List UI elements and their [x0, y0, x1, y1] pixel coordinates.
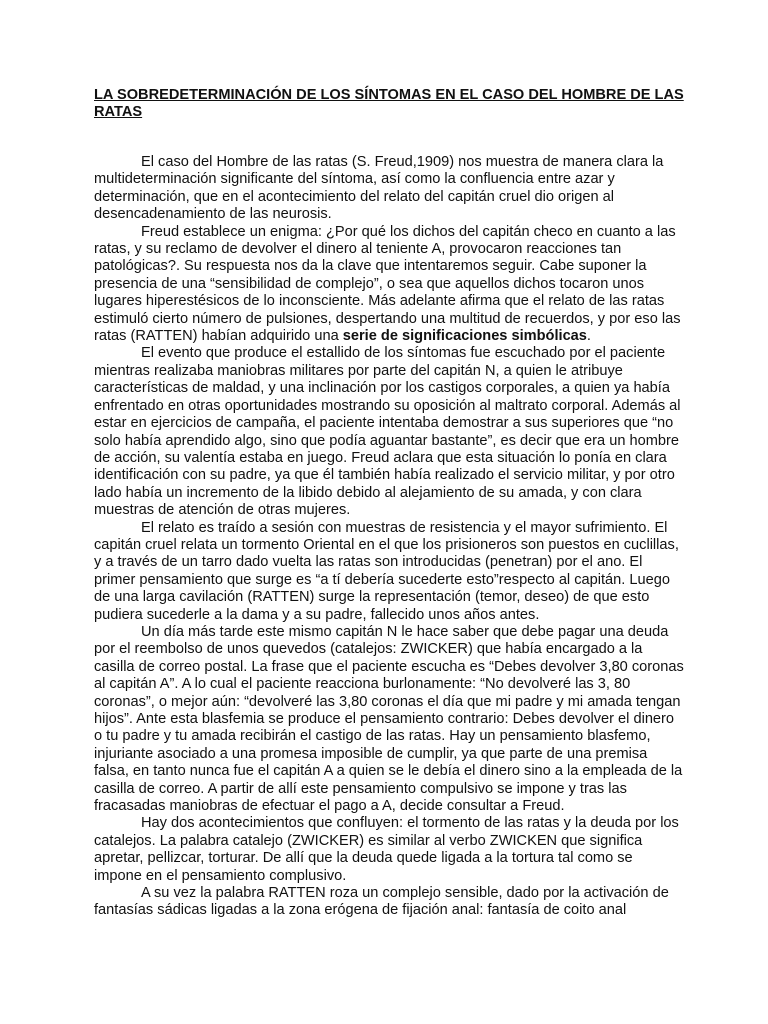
paragraph: Hay dos acontecimientos que confluyen: el tormento de las ratas y la deuda por los catalejos. La palabra catalejo (ZWICKER) es similar al verbo ZWICKEN que significa apretar, pellizcar, torturar. De allí que la deuda quede ligada a la tortura tal como se impone en el pensamiento complusivo. [94, 815, 679, 884]
paragraph-text: Freud establece un enigma: ¿Por qué los dichos del capitán checo en cuanto a las ratas, y su reclamo de devolver el dinero al teniente A, provocaron reacciones tan patológicas?. Su respuesta nos da la clave que intentaremos seguir. Cabe suponer la presencia de una “sensibilidad de complejo”, o sea que aquellos dichos tocaron unos lugares hiperestésicos de lo inconsciente. Más adelante afirma que el relato de las ratas estimuló cierto número de pulsiones, despertando una multitud de recuerdos, y por eso las ratas (RATTEN) habían adquirido una [94, 223, 681, 345]
paragraph-end: . [586, 328, 591, 345]
emphasized-phrase: serie de significaciones simbólicas [342, 328, 587, 345]
paragraph: El caso del Hombre de las ratas (S. Freud,1909) nos muestra de manera clara la multideterminación significante del síntoma, así como la confluencia entre azar y determinación, que en el acontecimiento del relato del capitán cruel dio origen al desencadenamiento de las neurosis. [94, 154, 664, 223]
paragraph: A su vez la palabra RATTEN roza un complejo sensible, dado por la activación de fantasías sádicas ligadas a la zona erógena de fijación anal: fantasía de coito anal [94, 885, 669, 919]
document-title: LA SOBREDETERMINACIÓN DE LOS SÍNTOMAS EN EL CASO DEL HOMBRE DE LAS RATAS [94, 87, 684, 120]
paragraph: El relato es traído a sesión con muestras de resistencia y el mayor sufrimiento. El capitán cruel relata un tormento Oriental en el que los prisioneros son puestos en cuclillas, y a través de un tarro dado vuelta las ratas son introducidas (penetran) por el ano. El primer pensamiento que surge es “a tí debería sucederte esto”respecto al capitán. Luego de una larga cavilación (RATTEN) surge la representación (temor, deseo) de que esto pudiera sucederle a la dama y a su padre, fallecido unos años antes. [94, 519, 679, 623]
paragraph: El evento que produce el estallido de los síntomas fue escuchado por el paciente mientras realizaba maniobras militares por parte del capitán N, a quien le atribuye características de maldad, y una inclinación por los castigos corporales, a quien ya había enfrentado en otras oportunidades mostrando su oposición al maltrato corporal. Además al estar en ejercicios de campaña, el paciente intentaba demostrar a sus superiores que “no solo había aprendido algo, sino que podía aguantar bastante”, es decir que era un hombre de acción, su valentía estaba en juego. Freud aclara que esta situación lo ponía en clara identificación con su padre, ya que él también había realizado el servicio militar, y por otro lado había un incremento de la libido debido al alejamiento de su amada, y con clara muestras de atención de otras mujeres. [94, 345, 681, 519]
paragraph [94, 224, 684, 346]
paragraph: Un día más tarde este mismo capitán N le hace saber que debe pagar una deuda por el reembolso de unos quevedos (catalejos: ZWICKER) que había encargado a la casilla de correo postal. La frase que el paciente escucha es “Debes devolver 3,80 coronas al capitán A”. A lo cual el paciente reacciona burlonamente: “No devolveré las 3, 80 coronas”, o mejor aún: “devolveré las 3,80 coronas el día que mi padre y mi amada tengan hijos”. Ante esta blasfemia se produce el pensamiento contrario: Debes devolver el dinero o tu padre y tu amada recibirán el castigo de las ratas. Hay un pensamiento blasfemo, injuriante asociado a una promesa imposible de cumplir, ya que parte de una premisa falsa, en tanto nunca fue el capitán A a quien se le debía el dinero sino a la empleada de la casilla de correo. A partir de allí este pensamiento compulsivo se impone y tras las fracasadas maniobras de efectuar el pago a A, decide consultar a Freud. [94, 623, 684, 815]
document-body [94, 154, 684, 920]
